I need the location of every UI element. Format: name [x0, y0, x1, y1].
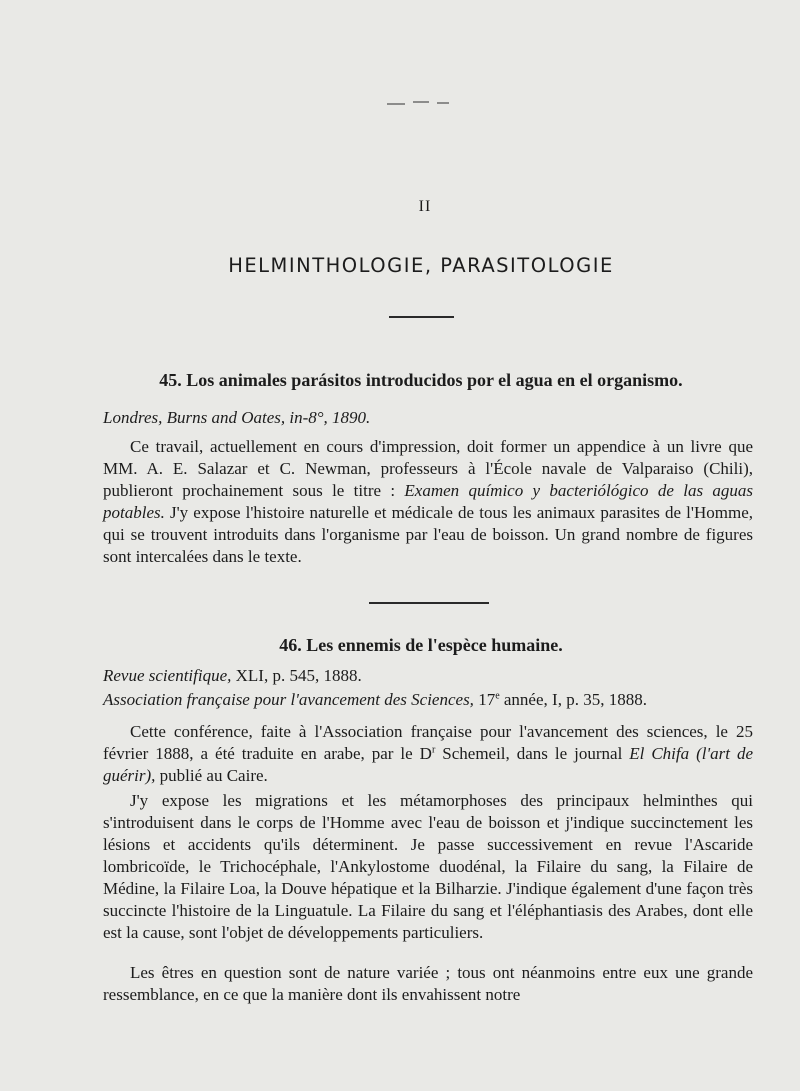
- entry-46-reference-2: [103, 690, 647, 710]
- section-divider: [389, 316, 454, 318]
- section-title: HELMINTHOLOGIE, PARASITOLOGIE: [228, 254, 614, 277]
- p1-text-a: Cette conférence, faite à l'Association française pour l'avancement des sciences, le 25 février 1888, a été traduite en arabe, par le D: [103, 722, 753, 763]
- p1-sup: r: [431, 744, 436, 756]
- ornament-mark: [383, 95, 453, 107]
- entry-46-paragraph-3: Les êtres en question sont de nature variée ; tous ont néanmoins entre eux une grande ressemblance, en ce que la manière dont ils envahissent notre: [103, 963, 753, 1004]
- ref-1-details: XLI, p. 545, 1888.: [231, 666, 362, 685]
- ref-2-sup: e: [495, 690, 500, 702]
- entry-45-text-a: Ce travail, actuellement en cours d'impression, doit former un appendice à un livre que MM. A. E. Salazar et C. Newman, professeurs à l'École navale de Valparaiso (Chili), publieront prochainement sous le titre :: [103, 437, 753, 500]
- section-number: II: [418, 198, 432, 215]
- entry-45-title: 45. Los animales parásitos introducidos por el agua en el organismo.: [159, 370, 683, 390]
- ref-2-details: année, I, p. 35, 1888.: [499, 690, 647, 709]
- entry-46-paragraph-1: [103, 721, 753, 787]
- entry-46-paragraph-2: J'y expose les migrations et les métamorphoses des principaux helminthes qui s'introduisent dans le corps de l'Homme avec l'eau de boisson et j'indique succinctement les lésions et accidents qu'ils déterminent. Je passe successivement en revue l'Ascaride lombricoïde, le Trichocéphale, l'Ankylostome duodénal, la Filaire du sang, la Filaire de Médine, la Filaire Loa, la Douve hépatique et la Bilharzie. J'indique également d'une façon très succincte l'histoire de la Linguatule. La Filaire du sang et l'éléphantiasis des Arabes, dont elle est la cause, sont l'objet de développements particuliers.: [103, 791, 753, 942]
- entry-divider: [369, 602, 489, 604]
- ref-2-edition: 17: [473, 690, 496, 709]
- entry-46-title: 46. Les ennemis de l'espèce humaine.: [279, 635, 563, 655]
- entry-45-paragraph: [103, 436, 753, 568]
- entry-45-text-b: J'y expose l'histoire naturelle et médicale de tous les animaux parasites de l'Homme, qui se trouvent introduits dans l'organisme par l'eau de boisson. Un grand nombre de figures sont intercalées dans le texte.: [103, 503, 753, 566]
- ref-2-journal: Association française pour l'avancement des Sciences,: [103, 690, 474, 709]
- p1-text-b: Schemeil, dans le journal: [435, 744, 630, 763]
- entry-45-book-title: Examen químico y bacteriólógico de las aguas potables.: [103, 481, 753, 522]
- entry-46-reference-1: [103, 666, 362, 686]
- p1-text-c: publié au Caire.: [155, 766, 268, 785]
- p1-journal: El Chifa (l'art de guérir),: [103, 744, 753, 785]
- ref-1-journal: Revue scientifique,: [103, 666, 232, 685]
- entry-45-reference: Londres, Burns and Oates, in-8°, 1890.: [103, 408, 371, 427]
